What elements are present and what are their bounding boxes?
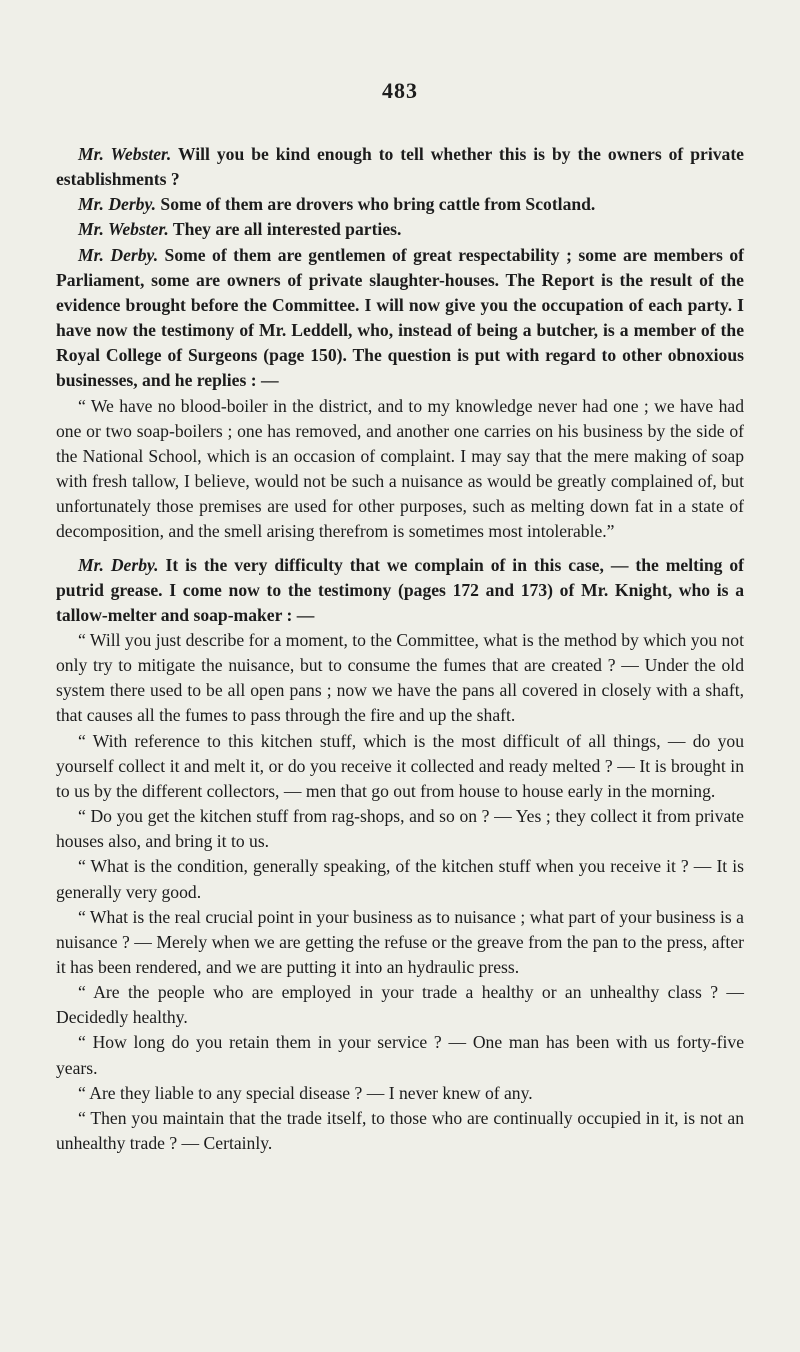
paragraph-text: Some of them are gentlemen of great respectability ; some are members of Parliament, some are owners of private slaughter-houses. The Report is the result of the evidence brought before the Committee. I will now give you the occupation of each party. I have now the testimony of Mr. Leddell, who, instead of being a butcher, is a member of the Royal College of Surgeons (page 150). The question is put with regard to other obnoxious businesses, and he replies : —	[56, 244, 744, 391]
paragraph-text: Some of them are drovers who bring cattle from Scotland.	[156, 194, 596, 215]
paragraph-derby-1	[56, 192, 744, 217]
body-text	[56, 142, 744, 1156]
testimony-line: “ How long do you retain them in your service ? — One man has been with us forty-five years.	[56, 1032, 744, 1078]
page-number: 483	[382, 78, 418, 103]
speaker-label: Mr. Derby.	[78, 194, 157, 215]
testimony-line: “ Will you just describe for a moment, to the Committee, what is the method by which you not only try to mitigate the nuisance, but to consume the fumes that are created ? — Under the old system there used to be all open pans ; now we have the pans all covered in closely with a shaft, that causes all the fumes to pass through the fire and up the shaft.	[56, 629, 744, 726]
paragraph-text: Will you be kind enough to tell whether this is by the owners of private establishments ?	[56, 144, 744, 190]
speaker-label: Mr. Webster.	[78, 144, 172, 164]
speaker-label: Mr. Derby.	[78, 554, 159, 575]
speaker-label: Mr. Derby.	[78, 244, 159, 265]
testimony-line: “ Then you maintain that the trade itself, to those who are continually occupied in it, is not an unhealthy trade ? — Certainly.	[56, 1107, 744, 1154]
paragraph-webster-2	[56, 217, 744, 242]
paragraph-derby-2	[56, 243, 744, 394]
speaker-label: Mr. Webster.	[78, 219, 169, 240]
testimony-line: “ Are they liable to any special disease ? — I never knew of any.	[78, 1082, 533, 1103]
testimony-line: “ Are the people who are employed in your trade a healthy or an unhealthy class ? — Decidedly healthy.	[56, 982, 744, 1028]
paragraph-derby-3	[56, 553, 744, 628]
paragraph-text: It is the very difficulty that we complain of in this case, — the melting of putrid grease. I come now to the testimony (pages 172 and 173) of Mr. Knight, who is a tallow-melter and soap-maker : —	[56, 554, 745, 625]
testimony-line: “ What is the real crucial point in your business as to nuisance ; what part of your business is a nuisance ? — Merely when we are getting the refuse or the greave from the pan to the press, after it has been rendered, and we are putting it into an hydraulic press.	[56, 906, 744, 977]
testimony-line: “ With reference to this kitchen stuff, which is the most difficult of all things, — do you yourself collect it and melt it, or do you receive it collected and ready melted ? — It is brought in to us by the different collectors, — men that go out from house to house early in the morning.	[56, 730, 744, 801]
paragraph-webster-1	[56, 142, 744, 192]
testimony-line: “ Do you get the kitchen stuff from rag-shops, and so on ? — Yes ; they collect it from private houses also, and bring it to us.	[56, 806, 744, 852]
testimony-line: “ What is the condition, generally speaking, of the kitchen stuff when you receive it ? — It is generally very good.	[56, 856, 744, 902]
paragraph-text: They are all interested parties.	[168, 219, 402, 240]
quote-leddell: “ We have no blood-boiler in the district, and to my knowledge never had one ; we have had one or two soap-boilers ; one has removed, and another one carries on his business by the side of the National School, which is an occasion of complaint. I may say that the mere making of soap with fresh tallow, I believe, would not be such a nuisance as would be greatly complained of, but unfortunately those premises are used for other purposes, such as melting down fat in a state of decomposition, and the smell arising therefrom is sometimes most intolerable.”	[56, 395, 744, 542]
